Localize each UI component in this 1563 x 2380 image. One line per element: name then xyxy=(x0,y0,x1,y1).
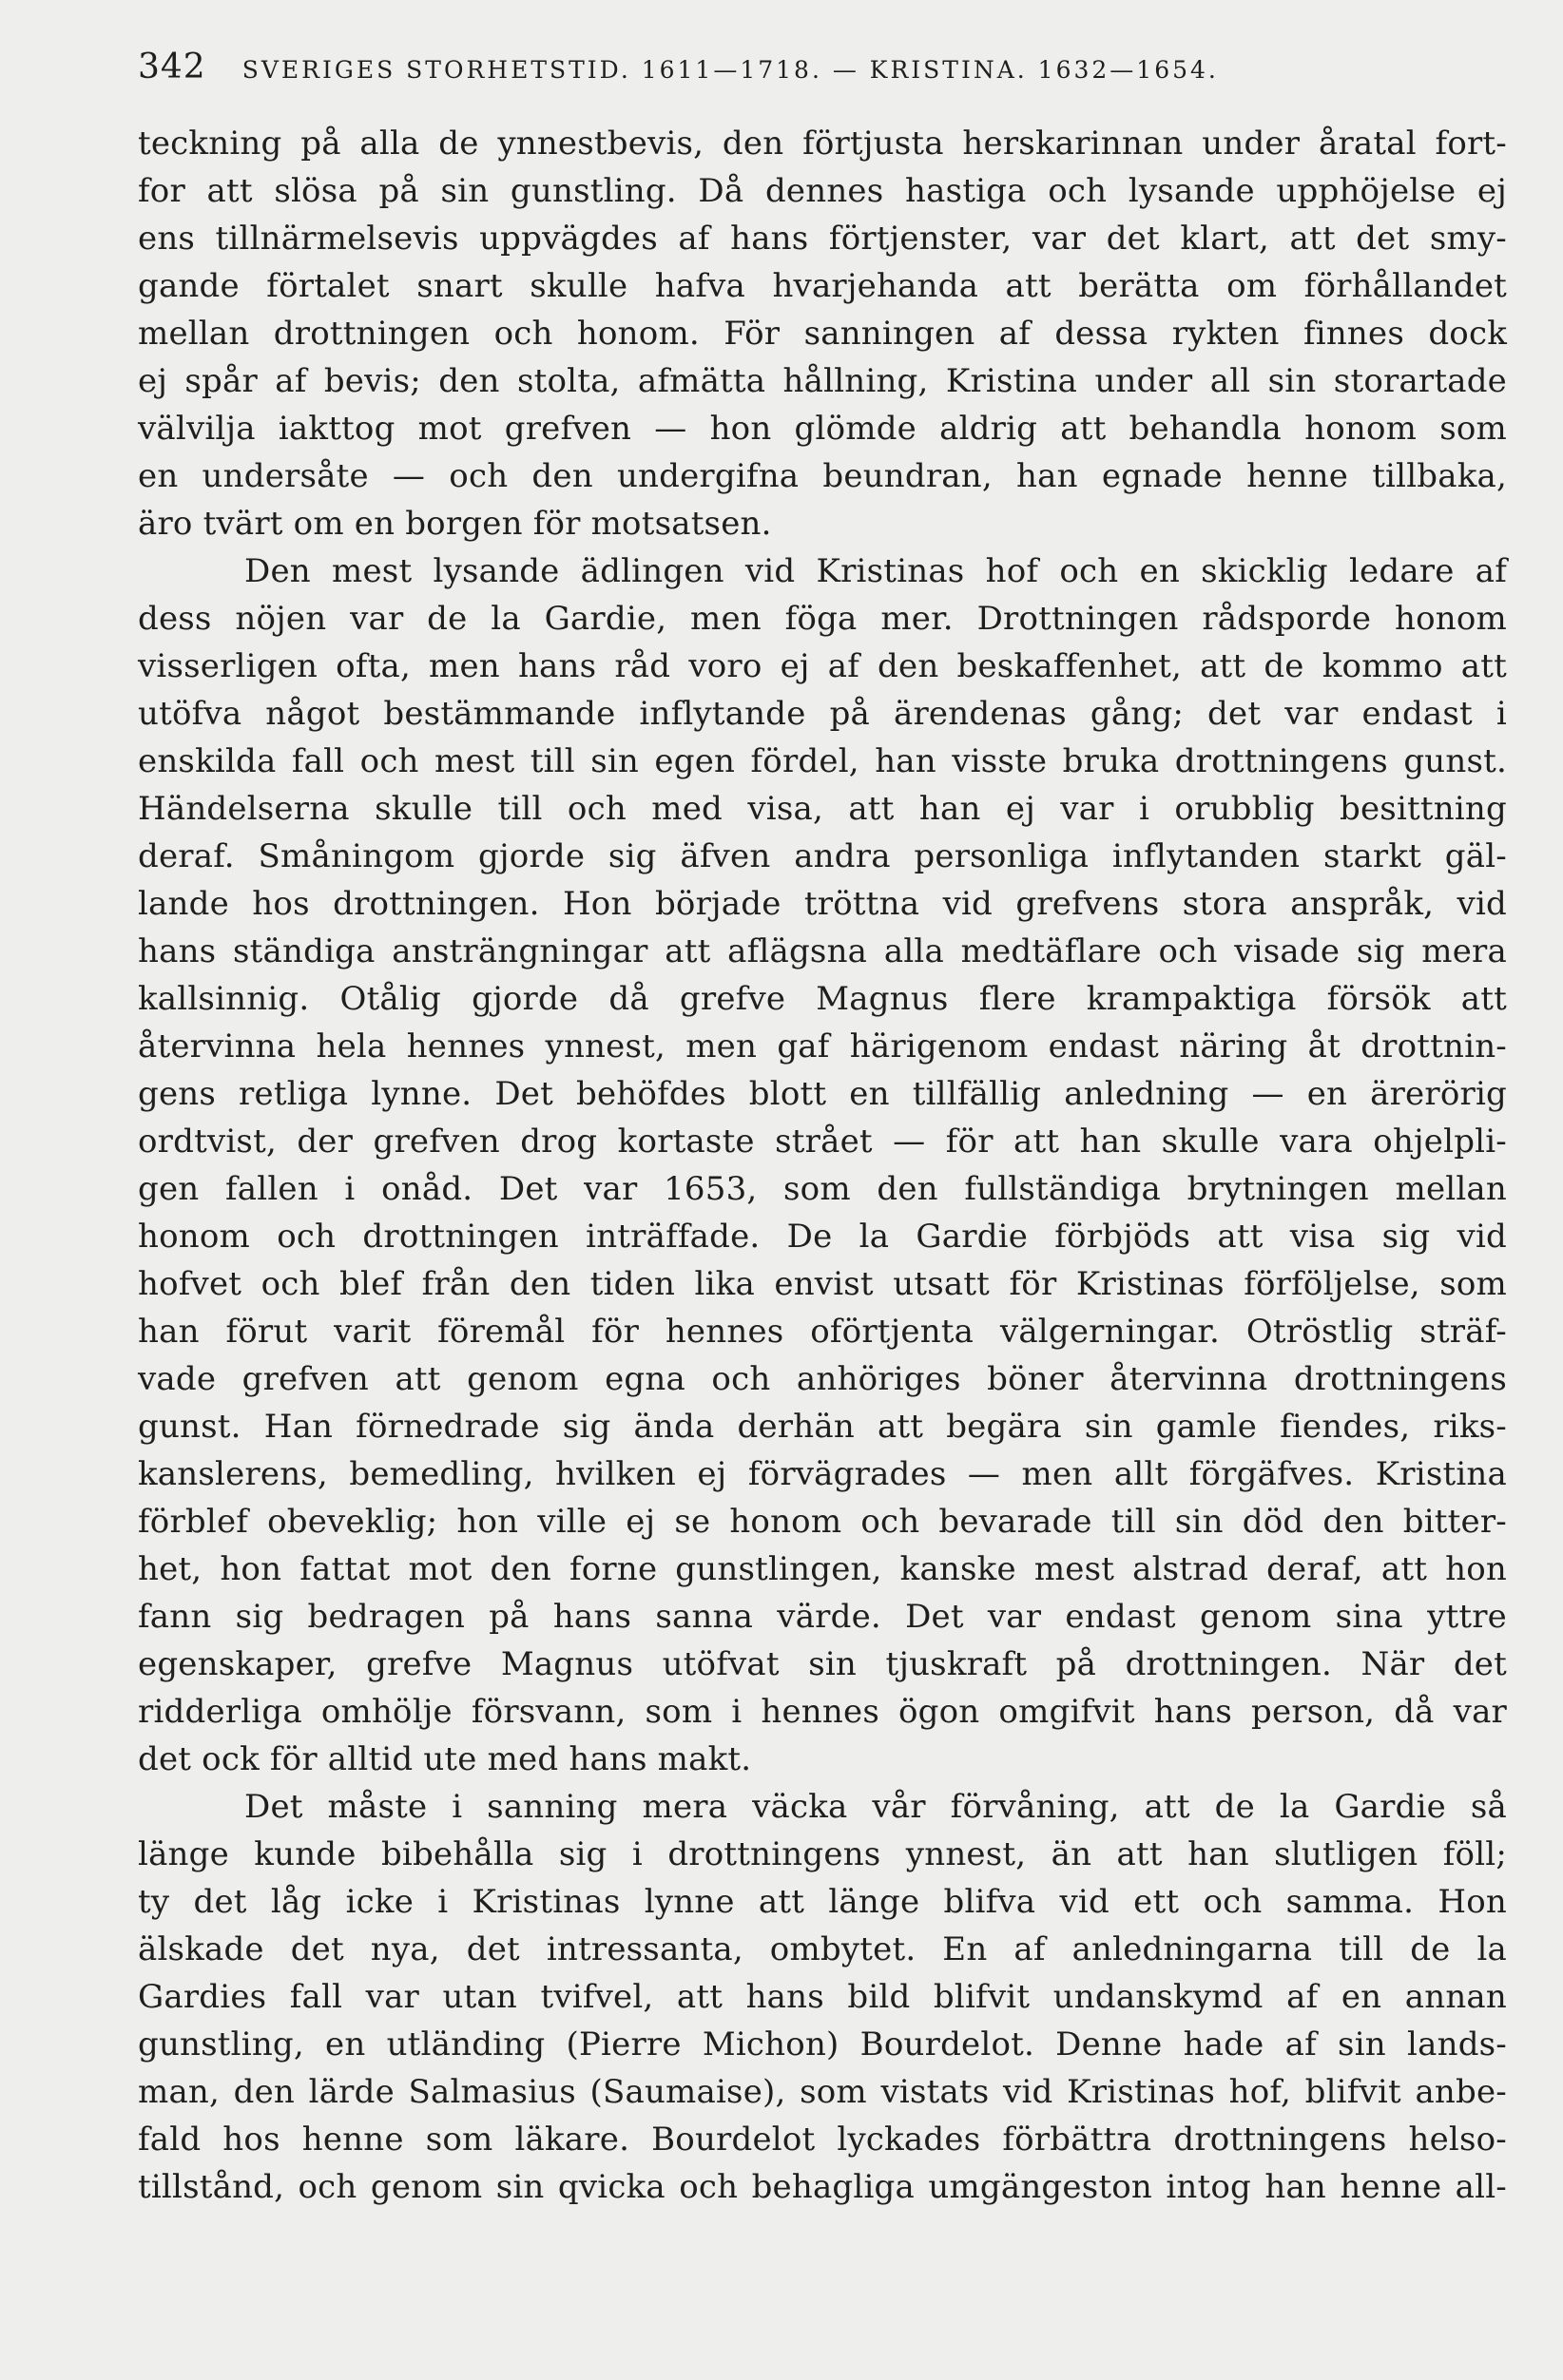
text-line: hans ständiga ansträngningar att aflägsna alla medtäflare och visade sig mera xyxy=(138,932,1507,970)
text-line: han förut varit föremål för hennes oförtjenta välgerningar. Otröstlig sträf- xyxy=(138,1313,1507,1351)
text-line: tillstånd, och genom sin qvicka och behagliga umgängeston intog han henne all- xyxy=(138,2168,1507,2206)
text-line: fald hos henne som läkare. Bourdelot lyckades förbättra drottningens helso- xyxy=(138,2121,1507,2159)
text-line: vade grefven att genom egna och anhöriges böner återvinna drottningens xyxy=(138,1360,1507,1398)
text-line: återvinna hela hennes ynnest, men gaf härigenom endast näring åt drottnin- xyxy=(138,1027,1507,1065)
text-line: gens retliga lynne. Det behöfdes blott en tillfällig anledning — en ärerörig xyxy=(138,1075,1507,1113)
text-line: fann sig bedragen på hans sanna värde. Det var endast genom sina yttre xyxy=(138,1598,1507,1636)
text-line: visserligen ofta, men hans råd voro ej af den beskaffenhet, att de kommo att xyxy=(138,647,1507,685)
page-number: 342 xyxy=(138,48,206,86)
text-line: for att slösa på sin gunstling. Då dennes hastiga och lysande upphöjelse ej xyxy=(138,172,1507,210)
text-line: länge kunde bibehålla sig i drottningens ynnest, än att han slutligen föll; xyxy=(138,1835,1507,1873)
running-header xyxy=(138,48,1469,105)
text-line: ty det låg icke i Kristinas lynne att länge blifva vid ett och samma. Hon xyxy=(138,1883,1507,1921)
text-line: lande hos drottningen. Hon började tröttna vid grefvens stora anspråk, vid xyxy=(138,885,1507,923)
text-line: kallsinnig. Otålig gjorde då grefve Magnus flere krampaktiga försök att xyxy=(138,980,1507,1018)
text-line: man, den lärde Salmasius (Saumaise), som vistats vid Kristinas hof, blifvit anbe- xyxy=(138,2073,1507,2111)
text-line: gen fallen i onåd. Det var 1653, som den fullständiga brytningen mellan xyxy=(138,1170,1507,1208)
text-line: het, hon fattat mot den forne gunstlingen, kanske mest alstrad deraf, att hon xyxy=(138,1550,1507,1588)
text-line: mellan drottningen och honom. För sanningen af dessa rykten finnes dock xyxy=(138,315,1507,353)
text-line: Gardies fall var utan tvifvel, att hans bild blifvit undanskymd af en annan xyxy=(138,1978,1507,2016)
text-line: välvilja iakttog mot grefven — hon glömde aldrig att behandla honom som xyxy=(138,410,1507,448)
text-line: förblef obeveklig; hon ville ej se honom och bevarade till sin död den bitter- xyxy=(138,1503,1507,1541)
text-line: egenskaper, grefve Magnus utöfvat sin tjuskraft på drottningen. När det xyxy=(138,1645,1507,1683)
paragraph-start-line: Det måste i sanning mera väcka vår förvåning, att de la Gardie så xyxy=(244,1788,1507,1826)
text-line: ens tillnärmelsevis uppvägdes af hans förtjenster, var det klart, att det smy- xyxy=(138,220,1507,258)
text-line: deraf. Småningom gjorde sig äfven andra personliga inflytanden starkt gäl- xyxy=(138,837,1507,875)
text-line: gunstling, en utländing (Pierre Michon) Bourdelot. Denne hade af sin lands- xyxy=(138,2025,1507,2063)
text-line: älskade det nya, det intressanta, ombytet. En af anledningarna till de la xyxy=(138,1930,1507,1968)
text-line: dess nöjen var de la Gardie, men föga mer. Drottningen rådsporde honom xyxy=(138,600,1507,638)
text-line: det ock för alltid ute med hans makt. xyxy=(138,1740,752,1778)
text-line: Händelserna skulle till och med visa, att han ej var i orubblig besittning xyxy=(138,790,1507,828)
paragraph-start-line: Den mest lysande ädlingen vid Kristinas hof och en skicklig ledare af xyxy=(244,552,1507,590)
text-line: ej spår af bevis; den stolta, afmätta hållning, Kristina under all sin storartade xyxy=(138,362,1507,400)
text-line: gande förtalet snart skulle hafva hvarjehanda att berätta om förhållandet xyxy=(138,267,1507,305)
text-line: enskilda fall och mest till sin egen fördel, han visste bruka drottningens gunst. xyxy=(138,742,1507,780)
text-line: honom och drottningen inträffade. De la Gardie förbjöds att visa sig vid xyxy=(138,1218,1507,1256)
text-line: äro tvärt om en borgen för motsatsen. xyxy=(138,505,772,543)
text-line: teckning på alla de ynnestbevis, den förtjusta herskarinnan under åratal fort- xyxy=(138,125,1507,163)
text-line: en undersåte — och den undergifna beundran, han egnade henne tillbaka, xyxy=(138,457,1507,495)
text-line: kanslerens, bemedling, hvilken ej förvägrades — men allt förgäfves. Kristina xyxy=(138,1455,1507,1493)
text-line: utöfva något bestämmande inflytande på ärendenas gång; det var endast i xyxy=(138,695,1507,733)
running-title: SVERIGES STORHETSTID. 1611—1718. — KRISTINA. 1632—1654. xyxy=(241,56,1219,84)
text-line: gunst. Han förnedrade sig ända derhän att begära sin gamle fiendes, riks- xyxy=(138,1408,1507,1446)
body-text xyxy=(138,120,1507,2211)
text-line: hofvet och blef från den tiden lika envist utsatt för Kristinas förföljelse, som xyxy=(138,1265,1507,1303)
text-line: ridderliga omhölje försvann, som i hennes ögon omgifvit hans person, då var xyxy=(138,1693,1507,1731)
text-line: ordtvist, der grefven drog kortaste strået — för att han skulle vara ohjelpli- xyxy=(138,1123,1507,1161)
